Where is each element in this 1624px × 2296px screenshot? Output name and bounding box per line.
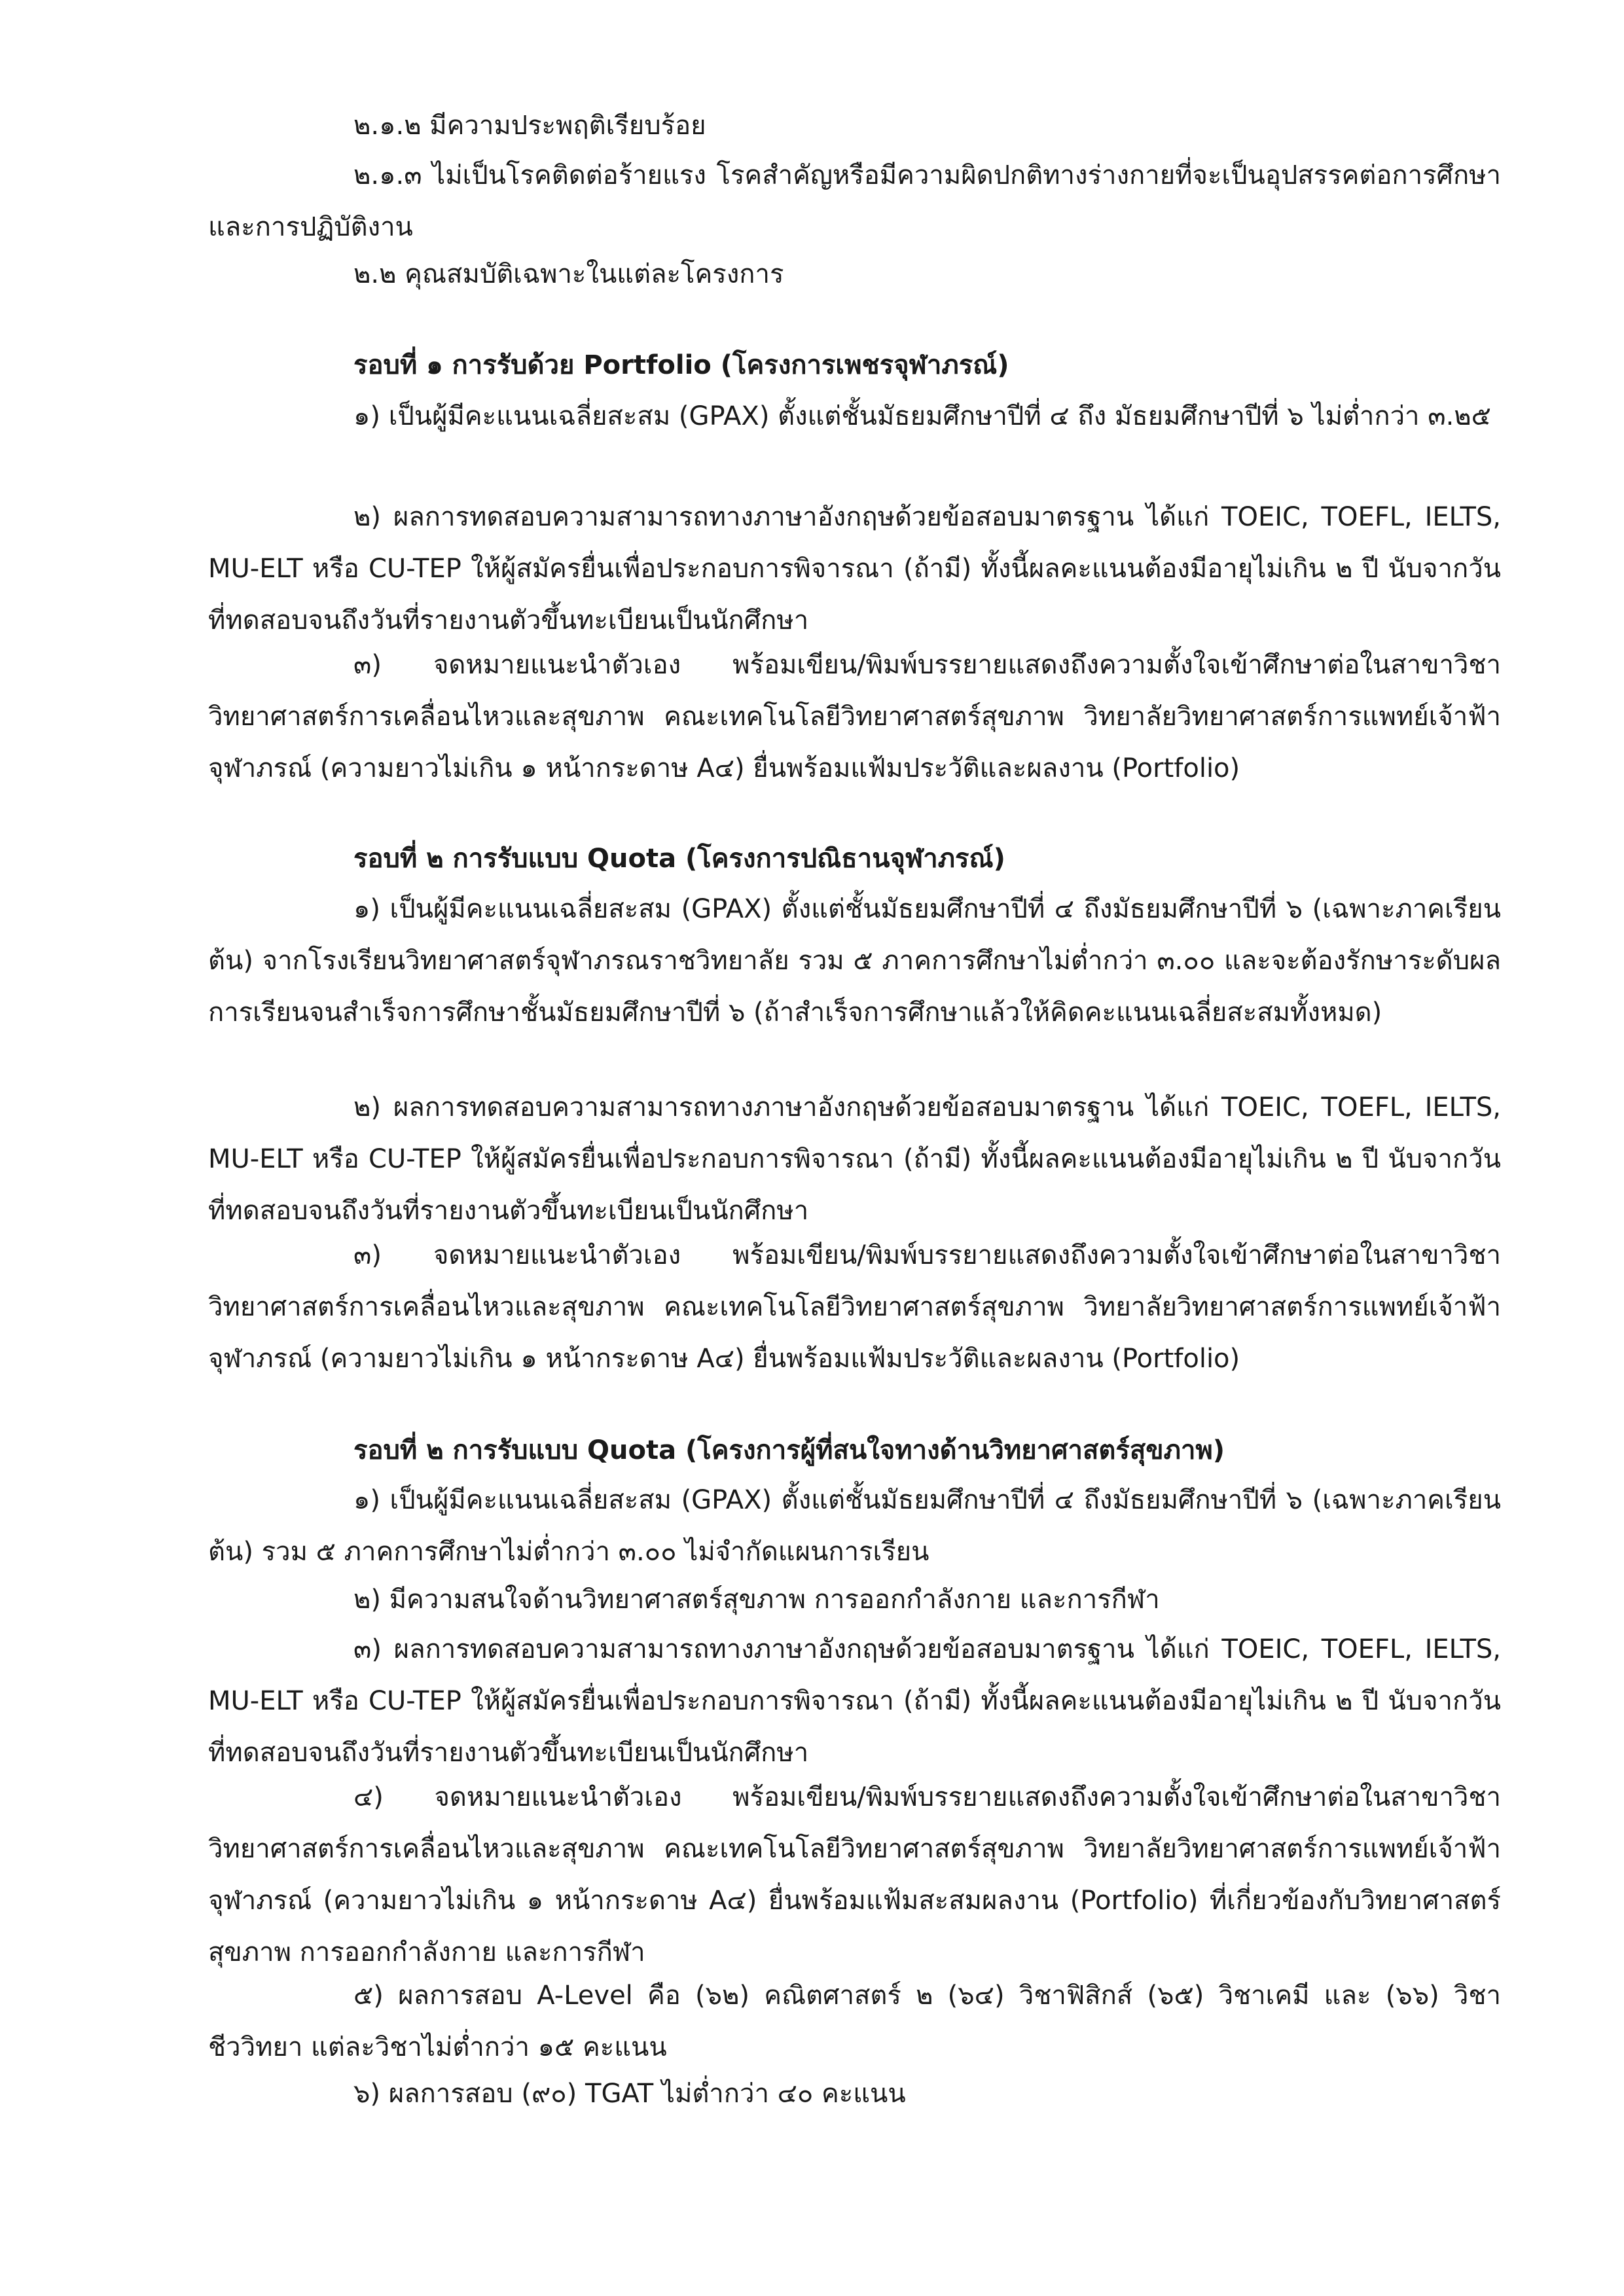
round-2-quota-heading: รอบที่ ๒ การรับแบบ Quota (โครงการปณิธานจุฬาภรณ์) (353, 844, 1005, 874)
round-1-item-3: ๓) จดหมายแนะนำตัวเอง พร้อมเขียน/พิมพ์บรรยายแสดงถึงความตั้งใจเข้าศึกษาต่อในสาขาวิชาวิทยาศาสตร์การเคลื่อนไหวและสุขภาพ คณะเทคโนโลยีวิทยาศาสตร์สุขภาพ วิทยาลัยวิทยาศาสตร์การแพทย์เจ้าฟ้าจุฬาภรณ์ (ความยาวไม่เกิน ๑ หน้ากระดาษ A๔) ยื่นพร้อมแฟ้มประวัติและผลงาน (Portfolio) (208, 650, 1501, 783)
criterion-2-1-2: ๒.๑.๒ มีความประพฤติเรียบร้อย (353, 111, 706, 141)
round-2-health-item-1: ๑) เป็นผู้มีคะแนนเฉลี่ยสะสม (GPAX) ตั้งแต่ชั้นมัธยมศึกษาปีที่ ๔ ถึงมัธยมศึกษาปีที่ ๖ (เฉพาะภาคเรียนต้น) รวม ๕ ภาคการศึกษาไม่ต่ำกว่า ๓.๐๐ ไม่จำกัดแผนการเรียน (208, 1485, 1501, 1567)
round-2-health-item-3: ๓) ผลการทดสอบความสามารถทางภาษาอังกฤษด้วยข้อสอบมาตรฐาน ได้แก่ TOEIC, TOEFL, IELTS, MU-ELT หรือ CU-TEP ให้ผู้สมัครยื่นเพื่อประกอบการพิจารณา (ถ้ามี) ทั้งนี้ผลคะแนนต้องมีอายุไม่เกิน ๒ ปี นับจากวันที่ทดสอบจนถึงวันที่รายงานตัวขึ้นทะเบียนเป็นนักศึกษา (208, 1634, 1501, 1768)
criterion-2-1-3: ๒.๑.๓ ไม่เป็นโรคติดต่อร้ายแรง โรคสำคัญหรือมีความผิดปกติทางร่างกายที่จะเป็นอุปสรรคต่อการศึกษาและการปฏิบัติงาน (208, 160, 1501, 242)
round-2-health-item-2: ๒) มีความสนใจด้านวิทยาศาสตร์สุขภาพ การออกกำลังกาย และการกีฬา (353, 1585, 1160, 1615)
round-2-health-heading: รอบที่ ๒ การรับแบบ Quota (โครงการผู้ที่สนใจทางด้านวิทยาศาสตร์สุขภาพ) (353, 1435, 1225, 1465)
round-2-item-1: ๑) เป็นผู้มีคะแนนเฉลี่ยสะสม (GPAX) ตั้งแต่ชั้นมัธยมศึกษาปีที่ ๔ ถึงมัธยมศึกษาปีที่ ๖ (เฉพาะภาคเรียนต้น) จากโรงเรียนวิทยาศาสตร์จุฬาภรณราชวิทยาลัย รวม ๕ ภาคการศึกษาไม่ต่ำกว่า ๓.๐๐ และจะต้องรักษาระดับผลการเรียนจนสำเร็จการศึกษาชั้นมัธยมศึกษาปีที่ ๖ (ถ้าสำเร็จการศึกษาแล้วให้คิดคะแนนเฉลี่ยสะสมทั้งหมด) (208, 894, 1501, 1028)
round-1-portfolio-heading: รอบที่ ๑ การรับด้วย Portfolio (โครงการเพชรจุฬาภรณ์) (353, 350, 1009, 380)
round-2-health-item-4: ๔) จดหมายแนะนำตัวเอง พร้อมเขียน/พิมพ์บรรยายแสดงถึงความตั้งใจเข้าศึกษาต่อในสาขาวิชาวิทยาศาสตร์การเคลื่อนไหวและสุขภาพ คณะเทคโนโลยีวิทยาศาสตร์สุขภาพ วิทยาลัยวิทยาศาสตร์การแพทย์เจ้าฟ้าจุฬาภรณ์ (ความยาวไม่เกิน ๑ หน้ากระดาษ A๔) ยื่นพร้อมแฟ้มสะสมผลงาน (Portfolio) ที่เกี่ยวข้องกับวิทยาศาสตร์สุขภาพ การออกกำลังกาย และการกีฬา (208, 1782, 1501, 1967)
round-2-health-item-6: ๖) ผลการสอบ (๙๐) TGAT ไม่ต่ำกว่า ๔๐ คะแนน (353, 2079, 906, 2109)
round-1-item-2: ๒) ผลการทดสอบความสามารถทางภาษาอังกฤษด้วยข้อสอบมาตรฐาน ได้แก่ TOEIC, TOEFL, IELTS, MU-ELT หรือ CU-TEP ให้ผู้สมัครยื่นเพื่อประกอบการพิจารณา (ถ้ามี) ทั้งนี้ผลคะแนนต้องมีอายุไม่เกิน ๒ ปี นับจากวันที่ทดสอบจนถึงวันที่รายงานตัวขึ้นทะเบียนเป็นนักศึกษา (208, 502, 1501, 636)
round-1-item-1: ๑) เป็นผู้มีคะแนนเฉลี่ยสะสม (GPAX) ตั้งแต่ชั้นมัธยมศึกษาปีที่ ๔ ถึง มัธยมศึกษาปีที่ ๖ ไม่ต่ำกว่า ๓.๒๕ (353, 401, 1491, 431)
round-2-item-3: ๓) จดหมายแนะนำตัวเอง พร้อมเขียน/พิมพ์บรรยายแสดงถึงความตั้งใจเข้าศึกษาต่อในสาขาวิชาวิทยาศาสตร์การเคลื่อนไหวและสุขภาพ คณะเทคโนโลยีวิทยาศาสตร์สุขภาพ วิทยาลัยวิทยาศาสตร์การแพทย์เจ้าฟ้าจุฬาภรณ์ (ความยาวไม่เกิน ๑ หน้ากระดาษ A๔) ยื่นพร้อมแฟ้มประวัติและผลงาน (Portfolio) (208, 1240, 1501, 1374)
round-2-item-2: ๒) ผลการทดสอบความสามารถทางภาษาอังกฤษด้วยข้อสอบมาตรฐาน ได้แก่ TOEIC, TOEFL, IELTS, MU-ELT หรือ CU-TEP ให้ผู้สมัครยื่นเพื่อประกอบการพิจารณา (ถ้ามี) ทั้งนี้ผลคะแนนต้องมีอายุไม่เกิน ๒ ปี นับจากวันที่ทดสอบจนถึงวันที่รายงานตัวขึ้นทะเบียนเป็นนักศึกษา (208, 1092, 1501, 1226)
section-2-2-title: ๒.๒ คุณสมบัติเฉพาะในแต่ละโครงการ (353, 259, 784, 289)
round-2-health-item-5: ๕) ผลการสอบ A-Level คือ (๖๒) คณิตศาสตร์ ๒ (๖๔) วิชาฟิสิกส์ (๖๕) วิชาเคมี และ (๖๖) วิชาชีววิทยา แต่ละวิชาไม่ต่ำกว่า ๑๕ คะแนน (208, 1981, 1501, 2062)
